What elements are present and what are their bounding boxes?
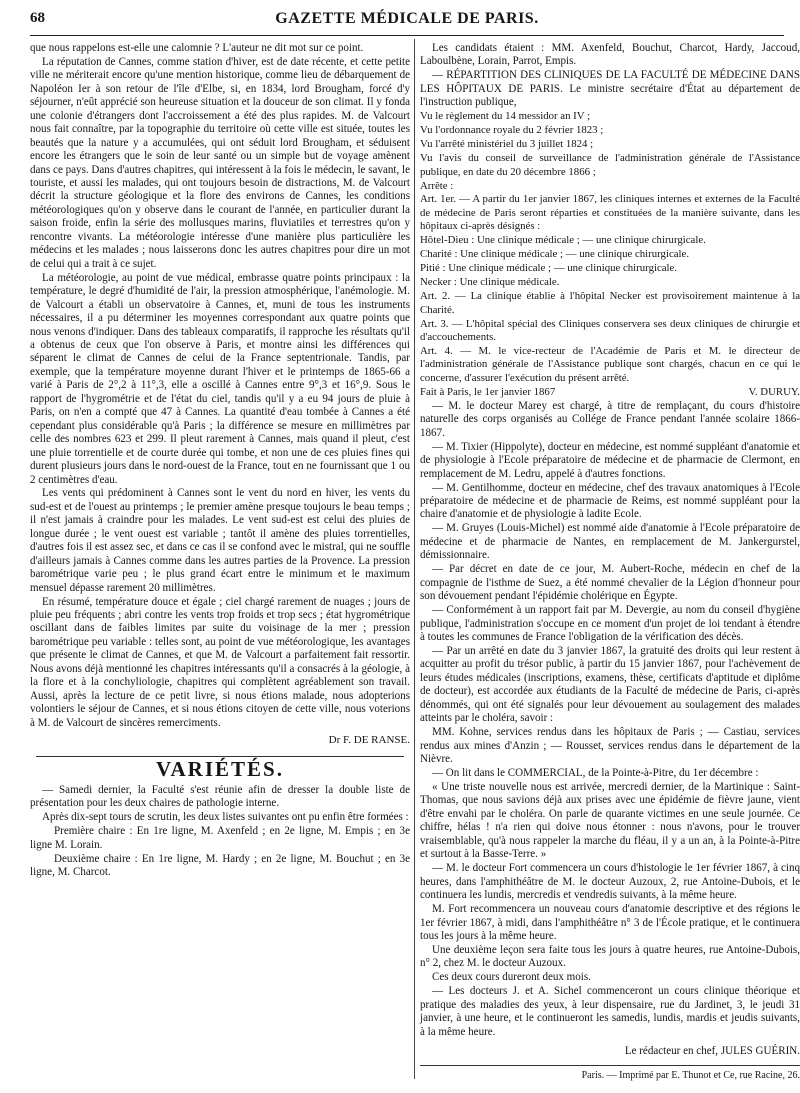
news-item: Une deuxième leçon sera faite tous les jours à quatre heures, rue Antoine-Dubois, n° 2, chez M. le docteur Auzoux.	[420, 943, 800, 970]
news-item: — Les docteurs J. et A. Sichel commenceront un cours clinique théorique et pratique des maladies des yeux, à leur dispensaire, rue du Jardinet, 3, le jeudi 31 janvier, à une heure, et le continueront les samedis, lundis, mardis et jeudis suivants, à la même heure.	[420, 985, 800, 1038]
article-3: Art. 3. — L'hôpital spécial des Cliniques conservera ses deux cliniques de chirurgie et d'accouchements.	[420, 317, 800, 344]
varietes-paragraph: Après dix-sept tours de scrutin, les deux listes suivantes ont pu enfin être formées :	[42, 811, 409, 824]
minister-signature: V. DURUY.	[748, 385, 800, 398]
news-item: — Par un arrêté en date du 3 janvier 1867, la gratuité des droits qui leur restent à acquitter au profit du trésor public, à partir du 15 janvier 1867, pour l'achèvement de leurs études médicales (inscriptions, examens, thèse, certificats d'aptitude et diplôme de docteur), est accordée aux étudiants de la Faculté de médecine de Paris, ci-après dénommés, qui ont été signalés pour leur dévouement au soulagement des malades atteints par le choléra, savoir :	[420, 644, 800, 725]
news-item: — M. Gruyes (Louis-Michel) est nommé aide d'anatomie à l'Ecole préparatoire de médecine et de pharmacie de Nantes, en remplacement de M. Jankergurstel, démissionnaire.	[420, 522, 800, 562]
article-paragraph: Les vents qui prédominent à Cannes sont le vent du nord en hiver, les vents du sud-est et de l'ouest au printemps ; le premier amène presque toujours le beau temps ; il n'est jamais à craindre pour les malades. Le vent sud-est est celui des pluies de longue durée ; le vent ouest est variable ; tantôt il amène des pluies torrentielles, d'autres fois il est assez sec, et dans ce cas il se confond avec le mistral, qui ne souffle d'ailleurs jamais à Cannes comme dans les autres parties de la Provence. La pression barométrique varie peu ; le plus grand écart entre le minimum et le maximum mensuel dépasse rarement 20 millimètres.	[30, 487, 410, 594]
article-1: Art. 1er. — A partir du 1er janvier 1867, les cliniques internes et externes de la Faculté de médecine de Paris seront réparties et constituées de la manière suivante, dans les hôpitaux ci-après désignés :	[420, 193, 800, 233]
news-item: — Conformément à un rapport fait par M. Devergie, au nom du conseil d'hygiène publique, l'administration s'occupe en ce moment d'un projet de loi tendant à étendre à toutes les communes de France l'obligation de la vérification des décès.	[420, 604, 800, 643]
varietes-paragraph: — Samedi dernier, la Faculté s'est réunie afin de dresser la double liste de présentation pour les deux chaires de pathologie interne.	[30, 784, 410, 810]
repartition-heading: — RÉPARTITION DES CLINIQUES DE LA FACULTÉ DE MÉDECINE DANS LES HÔPITAUX DE PARIS. Le ministre secrétaire d'État au département de l'instruction publique,	[420, 69, 800, 109]
footer-rule	[420, 1065, 800, 1066]
news-item: — M. Gentilhomme, docteur en médecine, chef des travaux anatomiques à l'Ecole préparatoire de médecine et de pharmacie de Reims, est nommé suppléant pour la chaire d'anatomie et de physiologie à ladite Ecole.	[420, 481, 800, 521]
column-divider	[414, 39, 415, 1079]
news-item: MM. Kohne, services rendus dans les hôpitaux de Paris ; — Castiau, services rendus aux mines d'Anzin ; — Rousset, services rendus dans le département de la Nièvre.	[420, 726, 800, 766]
candidates-paragraph: Les candidats étaient : MM. Axenfeld, Bouchut, Charcot, Hardy, Jaccoud, Laboulbène, Lorain, Parrot, Empis.	[420, 42, 800, 68]
news-item: M. Fort recommencera un nouveau cours d'anatomie descriptive et des régions le 1er février 1867, à midi, dans l'amphithéâtre n° 3 de l'École pratique, et le continuera tous les jours à la même heure.	[420, 903, 800, 942]
article-2: Art. 2. — La clinique établie à l'hôpital Necker est provisoirement maintenue à la Charité.	[420, 290, 800, 316]
news-item: — Par décret en date de ce jour, M. Aubert-Roche, médecin en chef de la compagnie de l'isthme de Suez, a été nommé chevalier de la Légion d'honneur pour son dévouement pendant l'épidémie cholérique en Égypte.	[420, 563, 800, 603]
vu-line: Vu le règlement du 14 messidor an IV ;	[420, 110, 591, 123]
page-number: 68	[30, 10, 45, 26]
hospital-line: Hôtel-Dieu : Une clinique médicale ; — une clinique chirurgicale.	[420, 234, 706, 247]
section-title-varietes: VARIÉTÉS.	[156, 756, 284, 781]
left-column	[30, 42, 410, 880]
hospital-line: Charité : Une clinique médicale ; — une clinique chirurgicale.	[420, 248, 690, 261]
decree-date-text: Fait à Paris, le 1er janvier 1867	[420, 385, 556, 398]
article-paragraph: En résumé, température douce et égale ; ciel chargé rarement de nuages ; jours de pluie peu fréquents ; abri contre les vents trop froids et trop secs ; état hygrométrique oscillant dans de faibles limites par suite du voisinage de la mer ; pression barométrique peu variable : telles sont, au point de vue météorologique, les avantages que présente le climat de Cannes, et que M. de Valcourt a parfaitement fait ressortir. Nous avons déjà mentionné les chapitres intéressants qu'il a consacrés à la géologie, à la flore et à la conchyliologie, chapitres qui complètent agréablement son travail. Aussi, après la lecture de ce petit livre, si nous étions malade, nous adopterions volontiers le séjour de Cannes, et si nous étions citoyen de cette ville, nous voterions à M. de Valcourt de sincères remerciments.	[30, 595, 410, 729]
editor-signature: Le rédacteur en chef, JULES GUÉRIN.	[624, 1045, 800, 1058]
article-paragraph: La réputation de Cannes, comme station d'hiver, est de date récente, et cette petite ville ne mériterait encore qu'une mention historique, comme lieu de débarquement de Napoléon Ier à son retour de l'île d'Elbe, si, en 1834, lord Brougham, forcé d'y séjourner, n'eût apprécié son heureuse situation et la douceur de son climat. Il y fonda une colonie d'étrangers dont l'accroissement a été des plus rapides. M. de Valcourt nous fait connaître, par la topographie du territoire où cette ville est située, toutes les beautés que la nature y a accumulées, qui ont séduit lord Brougham, et séduisent encore les étrangers que le soin de leur santé ou un simple but de voyage amènent dans ce pays. Dans d'autres chapitres, qui intéressent à la fois le médecin, le savant, le touriste, et aussi les malades, qui ont toujours besoin de distractions, M. de Valcourt décrit la structure géologique et la flore des environs de Cannes, les conditions météorologiques qu'on y observe dans le courant de l'année, en particulier durant la saison froide, enfin la série des mollusques marins, fluviatiles et terrestres qu'on y rencontre vivants. La météorologie intéresse d'une manière plus particulière les médecins et les malades ; nous laisserons donc les autres chapitres pour dire un mot de celui qui a trait à ce sujet.	[30, 55, 410, 270]
news-item: — M. le docteur Marey est chargé, à titre de remplaçant, du cours d'histoire naturelle des corps organisés au Collége de France pendant l'année scolaire 1866-1867.	[420, 399, 800, 439]
decree-date	[420, 386, 800, 399]
page-header	[30, 8, 784, 32]
article-paragraph: La météorologie, au point de vue médical, embrasse quatre points principaux : la température, le degré d'humidité de l'air, la pression atmosphérique, l'anémologie. M. de Valcourt a établi un observatoire à Cannes, et, muni de tous les instruments nécessaires, il a pu déterminer les moyennes correspondant aux quatre points que nous venons d'indiquer. Dans des tableaux comparatifs, il rapproche les résultats qu'il a obtenus de ceux que l'on observe à Paris, et montre ainsi les différences qui séparent le climat de Cannes de celui de la France septentrionale. Tandis, par exemple, que la température moyenne durant l'hiver et le printemps de 1865-66 a varié à Paris de 2°,2 à 11°,3, elle a oscillé à Cannes entre 9°,3 et 16°,9. Sous le rapport de l'hygrométrie et de l'état du ciel, tandis qu'il y a eu 94 jours de pluie à Paris, on n'en a compté que 47 à Cannes. La quantité d'eau tombée à Cannes a été cependant plus considérable qu'à Paris ; la différence se mesure en millimètres par celle des nombres 623 et 299. Il pleut rarement à Cannes, mais quand il pleut, c'est une pluie torrentielle et de courte durée qui tombe, et non une de ces pluies fines qui durent plusieurs jours dans le nord-ouest de la France, tout en ne fournissant que 1 ou 2 centimètres d'eau.	[30, 271, 410, 486]
news-item: — M. le docteur Fort commencera un cours d'histologie le 1er février 1867, à cinq heures, dans l'amphithéâtre de M. le docteur Auzoux, 2, rue Antoine-Dubois, et le continuera les lundis, mercredis et vendredis suivants, à la même heure.	[420, 862, 800, 902]
news-item: — On lit dans le COMMERCIAL, de la Pointe-à-Pitre, du 1er décembre :	[432, 767, 759, 780]
vu-line: Vu l'avis du conseil de surveillance de l'administration générale de l'Assistance publique, en date du 20 décembre 1866 ;	[420, 152, 800, 178]
vu-line: Vu l'ordonnance royale du 2 février 1823 ;	[420, 124, 604, 137]
article-paragraph: que nous rappelons est-elle une calomnie ? L'auteur ne dit mot sur ce point.	[30, 42, 364, 54]
varietes-list-item: Deuxième chaire : En 1re ligne, M. Hardy ; en 2e ligne, M. Bouchut ; en 3e ligne, M. Charcot.	[30, 852, 410, 879]
news-item: Ces deux cours dureront deux mois.	[432, 971, 591, 984]
hospital-line: Pitié : Une clinique médicale ; — une clinique chirurgicale.	[420, 262, 678, 275]
right-column	[420, 42, 800, 1082]
varietes-list-item: Première chaire : En 1re ligne, M. Axenfeld ; en 2e ligne, M. Empis ; en 3e ligne M. Lorain.	[30, 825, 410, 851]
header-rule	[30, 35, 784, 36]
arrete-block	[420, 110, 800, 399]
article-4: Art. 4. — M. le vice-recteur de l'Académie de Paris et M. le directeur de l'administration générale de l'Assistance publique sont chargés, chacun en ce qui le concerne, d'assurer l'exécution du présent arrêté.	[420, 344, 800, 384]
vu-line: Vu l'arrêté ministériel du 3 juillet 1824 ;	[420, 138, 594, 151]
hospital-line: Necker : Une clinique médicale.	[420, 276, 560, 289]
author-signature: Dr F. DE RANSE.	[328, 734, 410, 747]
journal-title: GAZETTE MÉDICALE DE PARIS.	[275, 10, 539, 27]
printer-imprint: Paris. — Imprimé par E. Thunot et Ce, rue Racine, 26.	[581, 1069, 800, 1081]
news-quote: « Une triste nouvelle nous est arrivée, mercredi dernier, de la Martinique : Saint-Thomas, que nous savions déjà aux prises avec une épidémie de fièvre jaune, vient d'être envahi par le choléra. On parle de quarante victimes en une seule journée. Ce chiffre, hélas ! n'a rien qui doive nous étonner : nous n'avons, pour le trouver vraisemblable, qu'à nous rappeler la marche du fléau, il y a un an, à la Pointe-à-Pitre et surtout à la Basse-Terre. »	[420, 780, 800, 861]
news-item: — M. Tixier (Hippolyte), docteur en médecine, est nommé suppléant d'anatomie et de physiologie à l'Ecole préparatoire de médecine et de pharmacie de Clermont, en remplacement de M. Ledru, appelé à d'autres fonctions.	[420, 440, 800, 480]
arrete-line: Arrête :	[420, 179, 454, 192]
